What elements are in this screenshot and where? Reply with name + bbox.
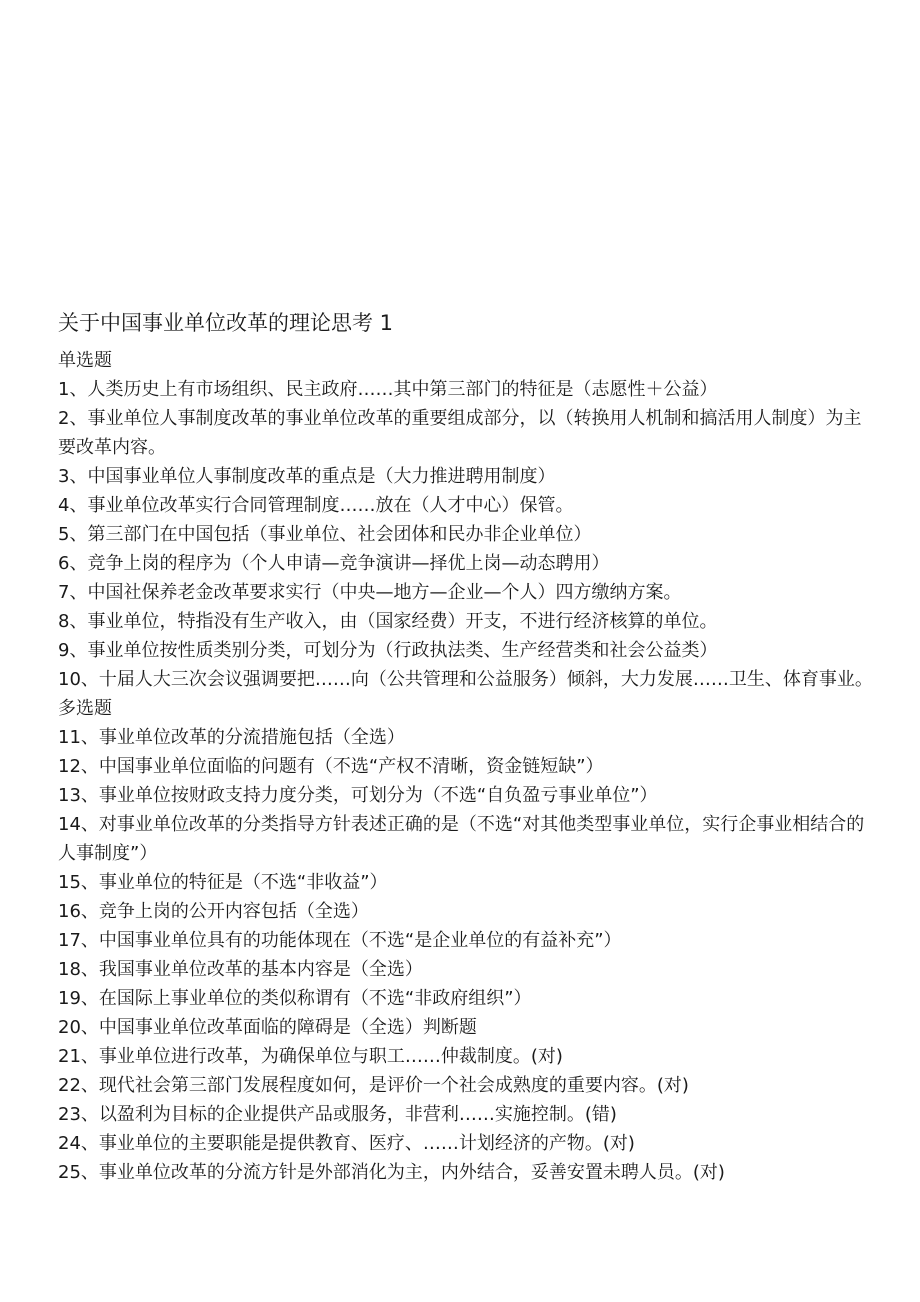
question-number: 20、 [58,1017,99,1038]
question-number: 23、 [58,1104,99,1125]
question-text: 人类历史上有市场组织、民主政府……其中第三部门的特征是（志愿性＋公益） [87,379,718,400]
question-number: 14、 [58,814,99,835]
question-text: 以盈利为目标的企业提供产品或服务，非营利……实施控制。(错) [98,1104,617,1125]
question-item [58,868,878,897]
question-item [58,1042,878,1071]
question-number: 7、 [58,582,88,603]
question-item [58,404,878,462]
question-text: 事业单位的主要职能是提供教育、医疗、……计划经济的产物。(对) [98,1133,635,1154]
question-number: 19、 [58,988,99,1009]
question-number: 2、 [58,408,88,429]
question-number: 16、 [58,901,99,922]
question-number: 4、 [58,495,88,516]
question-number: 18、 [58,959,99,980]
question-text: 在国际上事业单位的类似称谓有（不选“非政府组织”） [98,988,532,1009]
question-item [58,665,878,694]
question-number: 11、 [58,727,99,748]
question-text: 中国社保养老金改革要求实行（中央—地方—企业—个人）四方缴纳方案。 [87,582,682,603]
question-text: 中国事业单位具有的功能体现在（不选“是企业单位的有益补充”） [98,930,622,951]
question-text: 中国事业单位改革面临的障碍是（全选）判断题 [98,1017,477,1038]
question-text: 我国事业单位改革的基本内容是（全选） [98,959,423,980]
document-body [58,306,878,1187]
question-number: 1、 [58,379,88,400]
question-text: 第三部门在中国包括（事业单位、社会团体和民办非企业单位） [87,524,592,545]
question-number: 10、 [58,669,99,690]
question-text: 事业单位，特指没有生产收入，由（国家经费）开支，不进行经济核算的单位。 [87,611,718,632]
question-text: 中国事业单位人事制度改革的重点是（大力推进聘用制度） [87,466,556,487]
question-item [58,1158,878,1187]
question-item [58,520,878,549]
question-number: 5、 [58,524,88,545]
question-number: 3、 [58,466,88,487]
question-text: 对事业单位改革的分类指导方针表述正确的是（不选“对其他类型事业单位，实行企事业相结合的人事制度”） [58,814,865,864]
section-heading-multi: 多选题 [58,698,112,719]
question-item [58,636,878,665]
question-number: 25、 [58,1162,99,1183]
question-item [58,462,878,491]
question-number: 21、 [58,1046,99,1067]
question-text: 竞争上岗的公开内容包括（全选） [98,901,369,922]
section-heading-single: 单选题 [58,350,112,371]
question-item [58,781,878,810]
question-item [58,955,878,984]
question-number: 9、 [58,640,88,661]
question-text: 事业单位进行改革，为确保单位与职工……仲裁制度。(对) [98,1046,563,1067]
question-item [58,810,878,868]
question-text: 事业单位的特征是（不选“非收益”） [98,872,388,893]
document-title: 关于中国事业单位改革的理论思考 1 [58,311,394,335]
question-number: 8、 [58,611,88,632]
question-text: 事业单位按性质类别分类，可划分为（行政执法类、生产经营类和社会公益类） [87,640,718,661]
question-text: 现代社会第三部门发展程度如何，是评价一个社会成熟度的重要内容。(对) [98,1075,689,1096]
question-text: 事业单位人事制度改革的事业单位改革的重要组成部分，以（转换用人机制和搞活用人制度）为主要改革内容。 [58,408,862,458]
question-number: 15、 [58,872,99,893]
question-item [58,752,878,781]
question-item [58,607,878,636]
question-item [58,1100,878,1129]
question-item [58,984,878,1013]
question-text: 竞争上岗的程序为（个人申请—竞争演讲—择优上岗—动态聘用） [87,553,610,574]
question-number: 22、 [58,1075,99,1096]
question-item [58,491,878,520]
question-text: 事业单位按财政支持力度分类，可划分为（不选“自负盈亏事业单位”） [98,785,658,806]
question-item [58,1129,878,1158]
question-number: 12、 [58,756,99,777]
question-number: 17、 [58,930,99,951]
question-number: 6、 [58,553,88,574]
question-item [58,578,878,607]
question-item [58,897,878,926]
question-text: 事业单位改革实行合同管理制度……放在（人才中心）保管。 [87,495,574,516]
question-text: 十届人大三次会议强调要把……向（公共管理和公益服务）倾斜，大力发展……卫生、体育事业。 [98,669,873,690]
question-text: 中国事业单位面临的问题有（不选“产权不清晰，资金链短缺”） [98,756,604,777]
question-item [58,723,878,752]
question-text: 事业单位改革的分流方针是外部消化为主，内外结合，妥善安置未聘人员。(对) [98,1162,725,1183]
question-item [58,1013,878,1042]
question-number: 24、 [58,1133,99,1154]
question-number: 13、 [58,785,99,806]
question-item [58,1071,878,1100]
question-item [58,375,878,404]
question-item [58,549,878,578]
question-item [58,926,878,955]
question-text: 事业单位改革的分流措施包括（全选） [98,727,405,748]
